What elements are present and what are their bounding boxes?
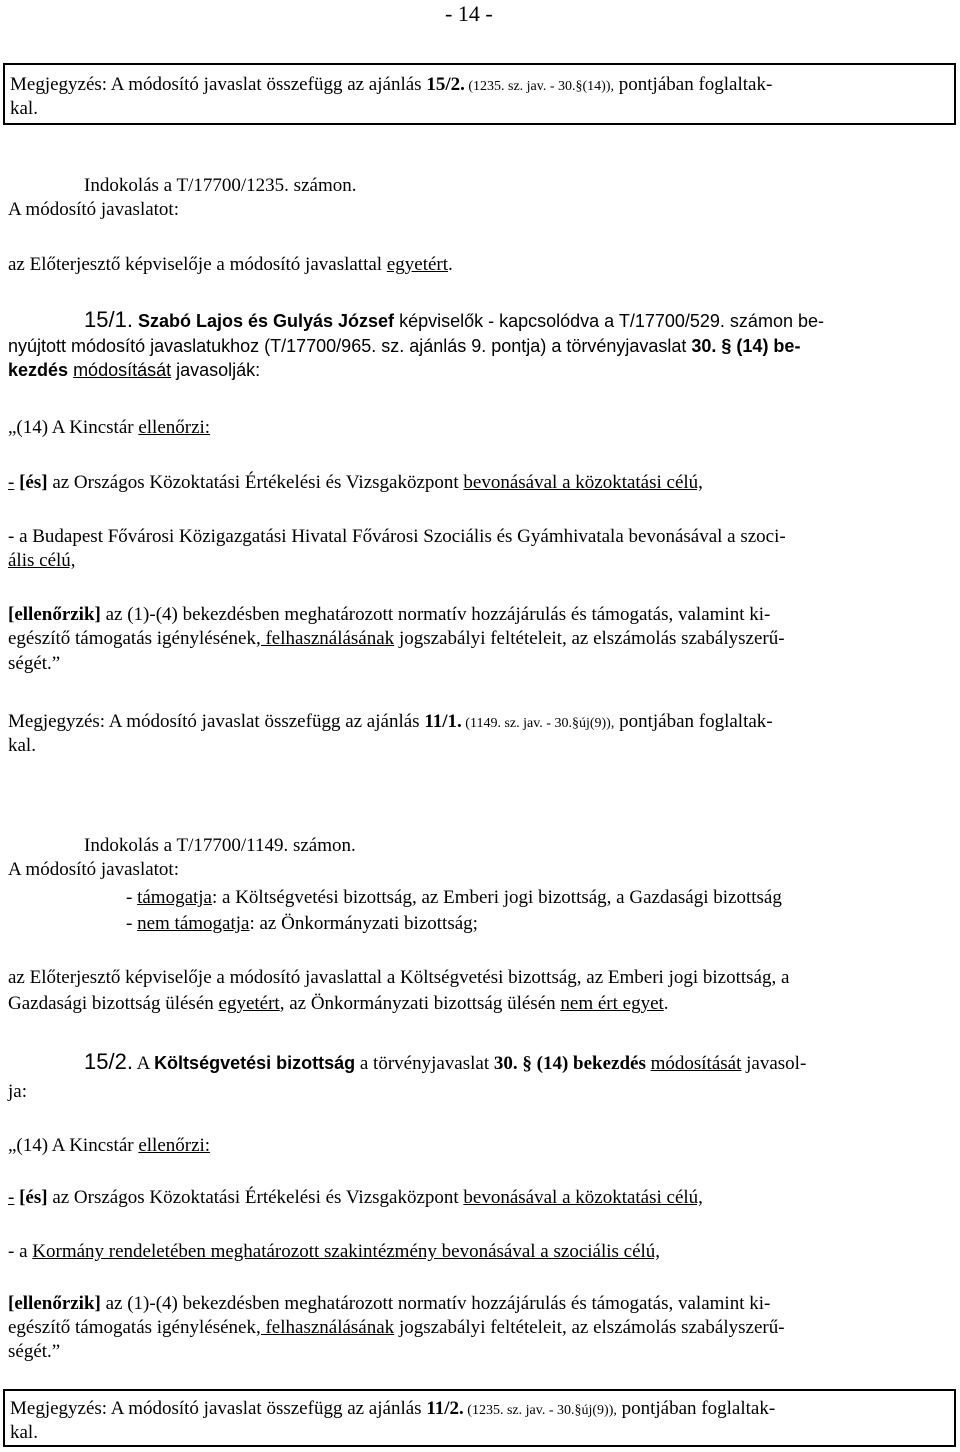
javaslat-label-1: A módosító javaslatot: bbox=[8, 199, 179, 220]
tamogatja-line: - támogatja: a Költségvetési bizottság, az Emberi jogi bizottság, a Gazdasági bizottság bbox=[126, 887, 782, 908]
note-box-1 bbox=[3, 63, 956, 125]
quote-1-ell-line-3: ségét.” bbox=[8, 653, 61, 674]
note-line: Megjegyzés: A módosító javaslat összefügg az ajánlás 11/2. (1235. sz. jav. - 30.§új(9)), pontjában foglaltak- bbox=[10, 1398, 776, 1419]
quote-1-dash-2-line-1: - a Budapest Fővárosi Közigazgatási Hivatal Fővárosi Szociális és Gyámhivatala bevonásával a szoci- bbox=[8, 526, 786, 547]
note-line-2: kal. bbox=[10, 1422, 38, 1443]
quote-2-open: „(14) A Kincstár ellenőrzi: bbox=[8, 1135, 211, 1156]
eloterjeszto-2-line-1: az Előterjesztő képviselője a módosító javaslattal a Költségvetési bizottság, az Emberi jogi bizottság, a bbox=[8, 967, 790, 988]
quote-2-ell-line-3: ségét.” bbox=[8, 1341, 61, 1362]
eloterjeszto-line-1: az Előterjesztő képviselője a módosító javaslattal egyetért. bbox=[8, 254, 453, 275]
quote-1-dash-1: - [és] az Országos Közoktatási Értékelési és Vizsgaközpont bevonásával a közoktatási célú, bbox=[8, 472, 703, 493]
quote-2-dash-2: - a Kormány rendeletében meghatározott szakintézmény bevonásával a szociális célú, bbox=[8, 1241, 661, 1262]
item-15-2-line-1: 15/2. A Költségvetési bizottság a törvényjavaslat 30. § (14) bekezdés módosítását javasol- bbox=[84, 1049, 807, 1074]
quote-1-ell-line-1: [ellenőrzik] az (1)-(4) bekezdésben meghatározott normatív hozzájárulás és támogatás, valamint ki- bbox=[8, 604, 771, 625]
note-line-2: kal. bbox=[10, 98, 38, 119]
quote-1-dash-2-line-2: ális célú, bbox=[8, 550, 76, 571]
javaslat-label-2: A módosító javaslatot: bbox=[8, 859, 179, 880]
quote-2-dash-1: - [és] az Országos Közoktatási Értékelési és Vizsgaközpont bevonásával a közoktatási célú, bbox=[8, 1187, 703, 1208]
note-box-3 bbox=[3, 1389, 956, 1447]
indokolas-2: Indokolás a T/17700/1149. számon. bbox=[84, 835, 356, 856]
quote-2-ell-line-2: egészítő támogatás igénylésének, felhasználásának jogszabályi feltételeit, az elszámolás szabályszerű- bbox=[8, 1317, 785, 1338]
item-15-1-line-2: nyújtott módosító javaslatukhoz (T/17700/965. sz. ajánlás 9. pontja) a törvényjavaslat 30. § (14) be- bbox=[8, 336, 801, 356]
quote-2-ell-line-1: [ellenőrzik] az (1)-(4) bekezdésben meghatározott normatív hozzájárulás és támogatás, valamint ki- bbox=[8, 1293, 771, 1314]
nem-tamogatja-line: - nem támogatja: az Önkormányzati bizottság; bbox=[126, 913, 478, 934]
item-15-1-line-1: 15/1. Szabó Lajos és Gulyás József képviselők - kapcsolódva a T/17700/529. számon be- bbox=[84, 307, 824, 332]
page-number: - 14 - bbox=[445, 1, 493, 26]
eloterjeszto-2-line-2: Gazdasági bizottság ülésén egyetért, az Önkormányzati bizottság ülésén nem ért egyet. bbox=[8, 993, 669, 1014]
indokolas-1: Indokolás a T/17700/1235. számon. bbox=[84, 175, 357, 196]
note-line: Megjegyzés: A módosító javaslat összefügg az ajánlás 15/2. (1235. sz. jav. - 30.§(14)), pontjában foglaltak- bbox=[10, 74, 773, 95]
quote-1-open: „(14) A Kincstár ellenőrzi: bbox=[8, 417, 211, 438]
quote-1-ell-line-2: egészítő támogatás igénylésének, felhasználásának jogszabályi feltételeit, az elszámolás szabályszerű- bbox=[8, 628, 785, 649]
item-15-1-line-3: kezdés módosítását javasolják: bbox=[8, 360, 261, 380]
item-15-2-line-2: ja: bbox=[8, 1081, 27, 1102]
note-2-line-2: kal. bbox=[8, 735, 36, 756]
note-2-line-1: Megjegyzés: A módosító javaslat összefügg az ajánlás 11/1. (1149. sz. jav. - 30.§új(9)), pontjában foglaltak- bbox=[8, 711, 773, 732]
